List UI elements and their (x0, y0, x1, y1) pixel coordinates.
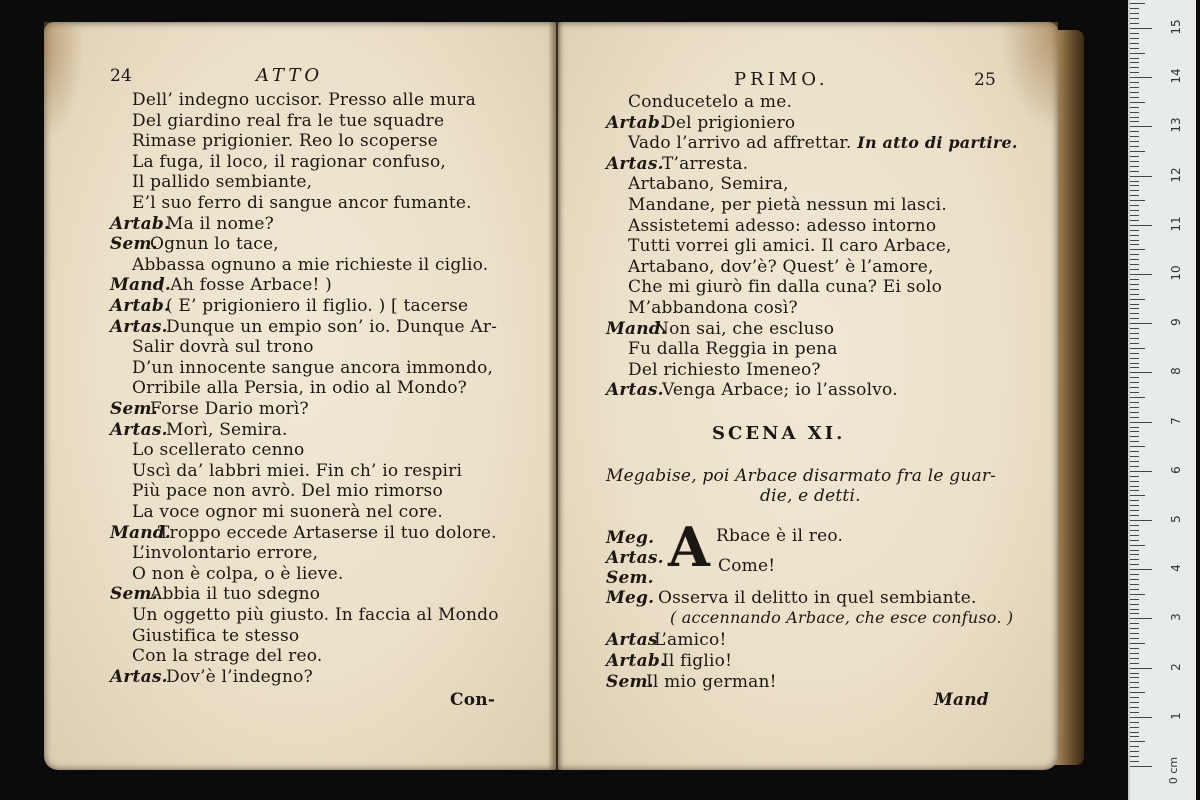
ruler-tick (1130, 673, 1139, 674)
foxing-stain (44, 22, 84, 142)
ruler-number: 4 (1169, 564, 1183, 573)
ruler-tick (1130, 33, 1139, 34)
ruler-tick (1130, 48, 1139, 49)
dialogue-line: Artabano, Semira, (628, 174, 789, 195)
ruler-tick (1130, 72, 1139, 73)
ruler-tick (1130, 308, 1139, 309)
ruler-tick (1130, 387, 1139, 388)
ruler-tick (1130, 579, 1139, 580)
ruler-tick (1130, 446, 1145, 447)
ruler-tick (1130, 254, 1139, 255)
ruler-tick (1130, 756, 1139, 757)
speaker-label: Sem. (606, 672, 654, 692)
ruler-tick (1130, 18, 1139, 19)
ruler-tick (1130, 417, 1139, 418)
ruler-number: 15 (1169, 19, 1183, 35)
ruler-tick (1130, 294, 1139, 295)
ruler-tick (1130, 92, 1139, 93)
dialogue-line: Che mi giurò fin dalla cuna? Ei solo (628, 277, 943, 298)
dialogue-line: Rimase prigionier. Reo lo scoperse (132, 131, 438, 152)
right-running-head: PRIMO. (734, 69, 829, 90)
ruler-tick (1130, 67, 1139, 68)
dialogue-line: Forse Dario morì? (150, 399, 309, 419)
speaker-label: Sem. (110, 399, 158, 419)
dialogue-line: Tutti vorrei gli amici. Il caro Arbace, (628, 236, 952, 257)
ruler-tick (1130, 195, 1139, 196)
ruler-tick (1130, 8, 1139, 9)
dialogue-line: O non è colpa, o è lieve. (132, 563, 344, 584)
ruler-tick (1130, 402, 1139, 403)
ruler-tick (1130, 151, 1145, 152)
left-catchword: Con- (450, 690, 496, 710)
ruler-tick (1130, 495, 1145, 496)
ruler-tick (1130, 613, 1139, 614)
ruler-tick (1130, 436, 1139, 437)
ruler-tick (1130, 677, 1139, 678)
foxing-stain (1000, 22, 1058, 132)
dialogue-line: Del prigioniero (662, 112, 796, 133)
ruler-tick (1130, 131, 1139, 132)
ruler-number: 12 (1169, 166, 1183, 183)
ruler-tick (1130, 687, 1139, 688)
ruler-tick (1130, 28, 1152, 29)
ruler-tick (1130, 176, 1152, 177)
ruler-tick (1130, 372, 1152, 373)
ruler-tick (1130, 559, 1139, 560)
stage-direction: ( accennando Arbace, che esce confuso. ) (670, 608, 1014, 627)
speaker-label: Artab. (110, 296, 171, 316)
ruler-tick (1130, 230, 1139, 231)
ruler-tick (1130, 112, 1139, 113)
ruler-tick (1130, 422, 1152, 423)
ruler-tick (1130, 692, 1145, 693)
ruler-tick (1130, 628, 1139, 629)
dialogue-line: Dell’ indegno uccisor. Presso alle mura (132, 90, 476, 110)
dialogue-line: Fu dalla Reggia in pena (628, 339, 838, 360)
ruler-tick (1130, 505, 1139, 506)
speaker-label: Artas. (606, 153, 664, 174)
ruler-tick (1130, 13, 1139, 14)
dialogue-line: ( E’ prigioniero il figlio. ) [ tacerse (166, 296, 469, 316)
dialogue-line: T’arresta. (662, 153, 749, 174)
stage-direction: In atto di partire. (851, 133, 1018, 153)
ruler-tick (1130, 392, 1139, 393)
ruler-tick (1130, 574, 1139, 575)
speaker-label: Artas. (110, 666, 168, 687)
ruler-tick (1130, 638, 1139, 639)
ruler-number: 8 (1169, 367, 1183, 376)
ruler-tick (1130, 53, 1145, 54)
ruler-tick (1130, 141, 1139, 142)
speaker-meg: Meg. (606, 588, 655, 608)
dialogue-line: Non sai, che escluso (654, 318, 835, 339)
ruler-tick (1130, 121, 1139, 122)
ruler-tick (1130, 97, 1139, 98)
speaker-label: Sem. (110, 234, 158, 255)
dialogue-line: Più pace non avrò. Del mio rimorso (132, 481, 443, 502)
ruler-tick (1130, 697, 1139, 698)
ruler-number: 11 (1169, 216, 1183, 232)
dialogue-line: Giustifica te stesso (132, 625, 300, 646)
ruler-tick (1130, 107, 1139, 108)
ruler-tick (1130, 732, 1139, 733)
dialogue-line: Il pallido sembiante, (132, 172, 313, 193)
ruler-tick (1130, 333, 1139, 334)
dialogue-line: Il mio german! (646, 672, 777, 692)
ruler-tick (1130, 712, 1139, 713)
ruler-tick (1130, 609, 1139, 610)
ruler-tick (1130, 500, 1139, 501)
ruler-tick (1130, 589, 1139, 590)
ruler-tick (1130, 471, 1152, 472)
dialogue-line: Ma il nome? (166, 213, 274, 234)
speaker-label: Artab. (606, 112, 667, 133)
ruler-tick (1130, 23, 1139, 24)
left-page-number: 24 (110, 66, 133, 86)
ruler-tick (1130, 235, 1139, 236)
ruler-tick (1130, 299, 1145, 300)
dialogue-line: Vado l’arrivo ad affrettar. In atto di partire. (628, 133, 1018, 154)
dialogue-line: L’involontario errore, (132, 543, 319, 564)
dialogue-line: E’l suo ferro di sangue ancor fumante. (132, 193, 472, 213)
ruler-tick (1130, 584, 1139, 585)
ruler-tick (1130, 363, 1139, 364)
ruler-tick (1130, 215, 1139, 216)
ruler-tick (1130, 643, 1145, 644)
ruler-tick (1130, 117, 1139, 118)
ruler-tick (1130, 161, 1139, 162)
ruler-tick (1130, 535, 1139, 536)
ruler-tick (1130, 668, 1152, 669)
dialogue-line: Rbace è il reo. (716, 526, 844, 546)
dialogue-line: Artabano, dov’è? Quest’ è l’amore, (628, 256, 934, 277)
ruler-tick (1130, 515, 1139, 516)
ruler-tick (1130, 623, 1139, 624)
ruler-tick (1130, 367, 1139, 368)
speaker-label: Artas. (606, 380, 664, 401)
ruler-tick (1130, 456, 1139, 457)
speaker-artas: Artas. (606, 548, 664, 568)
right-page-number: 25 (974, 70, 997, 90)
ruler-tick (1130, 304, 1139, 305)
ruler-tick (1130, 353, 1139, 354)
ruler-tick (1130, 407, 1139, 408)
dialogue-line: La fuga, il loco, il ragionar confuso, (132, 151, 447, 172)
scene-cast-line-1: Megabise, poi Arbace disarmato fra le guar- (606, 466, 997, 486)
ruler-number: 2 (1169, 662, 1183, 671)
dialogue-line: Del giardino real fra le tue squadre (132, 110, 445, 131)
speaker-label: Artab. (606, 651, 667, 671)
ruler-tick (1130, 397, 1145, 398)
ruler-tick (1130, 736, 1139, 737)
ruler-tick (1130, 746, 1139, 747)
dialogue-line: Troppo eccede Artaserse il tuo dolore. (158, 522, 497, 543)
ruler-tick (1130, 58, 1139, 59)
dialogue-line: Morì, Semira. (166, 419, 288, 440)
ruler-tick (1130, 338, 1139, 339)
speaker-label: Artas. (110, 316, 168, 337)
ruler-tick (1130, 62, 1139, 63)
ruler-tick (1130, 554, 1139, 555)
dialogue-line: Orribile alla Persia, in odio al Mondo? (132, 378, 467, 399)
ruler-tick (1130, 289, 1139, 290)
ruler-tick (1130, 727, 1139, 728)
right-catchword: Mand (934, 690, 989, 710)
ruler-tick (1130, 466, 1139, 467)
dialogue-line: Il figlio! (662, 651, 733, 671)
ruler-tick (1130, 451, 1139, 452)
dialogue-line: L’amico! (654, 630, 727, 650)
speaker-label: Artas (606, 630, 658, 650)
ruler-tick (1130, 427, 1139, 428)
ruler-tick (1130, 171, 1139, 172)
dialogue-line: M’abbandona così? (628, 298, 798, 318)
ruler-tick (1130, 323, 1152, 324)
ruler-tick (1130, 102, 1145, 103)
ruler-tick (1130, 490, 1139, 491)
ruler-tick (1130, 136, 1139, 137)
dialogue-line: Uscì da’ labbri miei. Fin ch’ io respiri (132, 460, 463, 481)
speaker-label: Artas. (110, 419, 168, 440)
book-gutter (548, 22, 562, 770)
scene-title: SCENA XI. (712, 423, 846, 444)
ruler-tick (1130, 318, 1139, 319)
ruler-tick (1130, 604, 1139, 605)
ruler-tick (1130, 328, 1139, 329)
ruler-tick (1130, 382, 1139, 383)
dialogue-line: Venga Arbace; io l’assolvo. (662, 380, 898, 401)
ruler-tick (1130, 205, 1139, 206)
ruler-tick (1130, 618, 1152, 619)
scene-cast-line-2: die, e detti. (760, 486, 861, 506)
ruler-tick (1130, 77, 1152, 78)
ruler-tick (1130, 284, 1139, 285)
ruler-tick (1130, 486, 1139, 487)
ruler-tick (1130, 82, 1139, 83)
ruler-tick (1130, 761, 1139, 762)
ruler-tick (1130, 658, 1139, 659)
speaker-label: Sem. (110, 584, 158, 605)
ruler-tick (1130, 377, 1139, 378)
ruler-tick (1130, 633, 1139, 634)
ruler-tick (1130, 190, 1139, 191)
ruler-tick (1130, 569, 1152, 570)
dialogue-line: La voce ognor mi suonerà nel core. (132, 502, 444, 522)
ruler-tick (1130, 564, 1139, 565)
ruler-tick (1130, 181, 1139, 182)
dialogue-line: Mandane, per pietà nessun mi lasci. (628, 195, 947, 215)
ruler-tick (1130, 766, 1152, 767)
ruler-tick (1130, 545, 1145, 546)
ruler-tick (1130, 722, 1139, 723)
ruler-tick (1130, 540, 1139, 541)
dialogue-line: Lo scellerato cenno (132, 440, 305, 461)
ruler-tick (1130, 3, 1145, 4)
ruler-tick (1130, 264, 1139, 265)
ruler-tick (1130, 87, 1139, 88)
ruler-tick (1130, 358, 1139, 359)
ruler-tick (1130, 274, 1152, 275)
dialogue-line: Dov’è l’indegno? (166, 666, 313, 687)
ruler-tick (1130, 599, 1139, 600)
ruler-unit-label: 0 cm (1167, 756, 1181, 785)
drop-cap-letter: A (668, 515, 711, 579)
ruler-tick (1130, 240, 1139, 241)
left-running-head: ATTO (256, 65, 324, 86)
ruler-tick (1130, 481, 1139, 482)
ruler-tick (1130, 741, 1145, 742)
dialogue-line: Abbassa ognuno a mie richieste il ciglio. (132, 254, 489, 275)
measurement-ruler (1128, 0, 1196, 800)
ruler-tick (1130, 146, 1139, 147)
ruler-tick (1130, 476, 1139, 477)
speaker-label: Mand. (110, 275, 171, 296)
dialogue-line: Conducetelo a me. (628, 92, 793, 112)
ruler-tick (1130, 412, 1139, 413)
speaker-label: Mand. (606, 318, 667, 339)
dialogue-line: Ognun lo tace, (150, 234, 279, 255)
ruler-tick (1130, 653, 1139, 654)
speaker-meg: Meg. (606, 528, 655, 548)
dialogue-line: Salir dovrà sul trono (132, 337, 314, 358)
ruler-number: 10 (1169, 265, 1183, 281)
ruler-tick (1130, 343, 1139, 344)
ruler-number: 7 (1169, 416, 1183, 425)
ruler-tick (1130, 648, 1139, 649)
ruler-tick (1130, 550, 1139, 551)
ruler-number: 5 (1169, 515, 1183, 523)
ruler-tick (1130, 530, 1139, 531)
dialogue-line: Osserva il delitto in quel sembiante. (658, 588, 977, 608)
ruler-tick (1130, 210, 1139, 211)
ruler-number: 1 (1169, 711, 1183, 720)
dialogue-line: Assistetemi adesso: adesso intorno (628, 215, 937, 236)
ruler-number: 3 (1169, 613, 1183, 622)
speaker-sem: Sem. (606, 568, 654, 588)
dialogue-line: Dunque un empio son’ io. Dunque Ar- (166, 316, 498, 337)
ruler-tick (1130, 441, 1139, 442)
ruler-tick (1130, 220, 1139, 221)
ruler-tick (1130, 348, 1145, 349)
ruler-tick (1130, 461, 1139, 462)
ruler-tick (1130, 279, 1139, 280)
ruler-tick (1130, 510, 1139, 511)
dialogue-line: Un oggetto più giusto. In faccia al Mondo (132, 605, 499, 625)
ruler-tick (1130, 663, 1139, 664)
ruler-number: 14 (1169, 68, 1183, 84)
ruler-tick (1130, 126, 1152, 127)
dialogue-line: Con la strage del reo. (132, 646, 323, 667)
dialogue-line: Del richiesto Imeneo? (628, 359, 821, 380)
ruler-tick (1130, 200, 1145, 201)
dialogue-line: ( Ah fosse Arbace! ) (158, 275, 332, 296)
ruler-tick (1130, 244, 1139, 245)
ruler-tick (1130, 751, 1139, 752)
ruler-number: 6 (1169, 465, 1183, 474)
ruler-tick (1130, 269, 1139, 270)
ruler-tick (1130, 313, 1139, 314)
dialogue-line: Abbia il tuo sdegno (150, 584, 321, 605)
ruler-tick (1130, 682, 1139, 683)
ruler-tick (1130, 249, 1145, 250)
dialogue-line: D’un innocente sangue ancora immondo, (132, 357, 494, 378)
ruler-tick (1130, 702, 1139, 703)
ruler-tick (1130, 707, 1139, 708)
ruler-tick (1130, 185, 1139, 186)
ruler-tick (1130, 717, 1152, 718)
ruler-number: 13 (1169, 117, 1183, 134)
ruler-tick (1130, 520, 1152, 521)
ruler-tick (1130, 156, 1139, 157)
ruler-tick (1130, 431, 1139, 432)
ruler-tick (1130, 225, 1152, 226)
speaker-label: Artab. (110, 213, 171, 234)
ruler-number: 9 (1169, 318, 1183, 327)
ruler-tick (1130, 594, 1145, 595)
speaker-label: Mand. (110, 522, 171, 543)
ruler-tick (1130, 38, 1139, 39)
dialogue-line: Come! (718, 556, 776, 576)
ruler-tick (1130, 259, 1139, 260)
ruler-tick (1130, 166, 1139, 167)
ruler-tick (1130, 43, 1139, 44)
ruler-tick (1130, 525, 1139, 526)
